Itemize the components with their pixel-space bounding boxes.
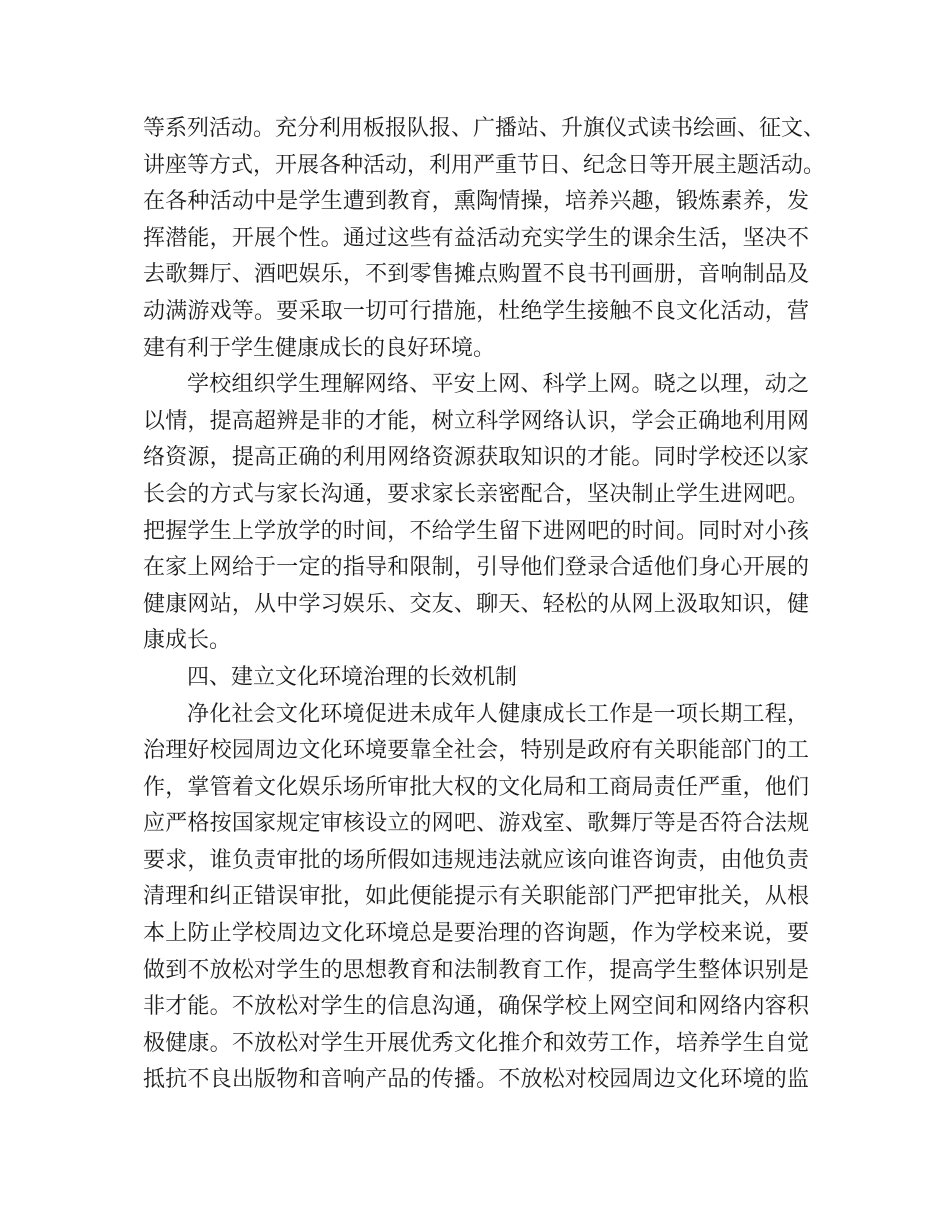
text-line: 等系列活动。充分利用板报队报、广播站、升旗仪式读书绘画、征文、 [143,116,826,141]
text-line: 本上防止学校周边文化环境总是要治理的咨询题，作为学校来说，要 [143,921,809,947]
text-line: 清理和纠正错误审批，如此便能提示有关职能部门严把审批关，从根 [143,884,809,910]
text-line: 长会的方式与家长沟通，要求家长亲密配合，坚决制止学生进网吧。 [143,481,809,507]
text-line: 做到不放松对学生的思想教育和法制教育工作，提高学生整体识别是 [143,957,809,983]
text-line: 挥潜能，开展个性。通过这些有益活动充实学生的课余生活，坚决不 [143,225,809,251]
text-line: 作，掌管着文化娱乐场所审批大权的文化局和工商局责任严重，他们 [143,774,809,800]
text-line: 络资源，提高正确的利用网络资源获取知识的才能。同时学校还以家 [143,445,809,471]
text-line: 建有利于学生健康成长的良好环境。 [143,335,496,361]
text-line: 极健康。不放松对学生开展优秀文化推介和效劳工作，培养学生自觉 [143,1030,809,1056]
text-line: 四、建立文化环境治理的长效机制 [187,664,518,690]
text-line: 健康网站，从中学习娱乐、交友、聊天、轻松的从网上汲取知识，健 [143,591,809,617]
text-line: 非才能。不放松对学生的信息沟通，确保学校上网空间和网络内容积 [143,994,809,1020]
text-line: 在家上网给于一定的指导和限制，引导他们登录合适他们身心开展的 [143,555,809,581]
text-line: 以情，提高超辨是非的才能，树立科学网络认识，学会正确地利用网 [143,408,809,434]
text-line: 治理好校园周边文化环境要靠全社会，特别是政府有关职能部门的工 [143,738,809,764]
text-line: 应严格按国家规定审核设立的网吧、游戏室、歌舞厅等是否符合法规 [143,811,809,837]
text-line: 净化社会文化环境促进未成年人健康成长工作是一项长期工程， [187,701,809,727]
text-line: 把握学生上学放学的时间，不给学生留下进网吧的时间。同时对小孩 [143,518,809,544]
text-line: 康成长。 [143,628,232,654]
text-line: 去歌舞厅、酒吧娱乐，不到零售摊点购置不良书刊画册，音响制品及 [143,262,809,288]
text-line: 抵抗不良出版物和音响产品的传播。不放松对校园周边文化环境的监 [143,1067,809,1093]
text-line: 学校组织学生理解网络、平安上网、科学上网。晓之以理，动之 [187,372,809,398]
text-line: 在各种活动中是学生遭到教育，熏陶情操，培养兴趣，锻炼素养，发 [143,189,809,215]
text-line: 讲座等方式，开展各种活动，利用严重节日、纪念日等开展主题活动。 [143,152,826,178]
document-body [143,111,826,1099]
text-line: 动满游戏等。要采取一切可行措施，杜绝学生接触不良文化活动，营 [143,298,809,324]
text-line: 要求，谁负责审批的场所假如违规违法就应该向谁咨询责，由他负责 [143,847,809,873]
